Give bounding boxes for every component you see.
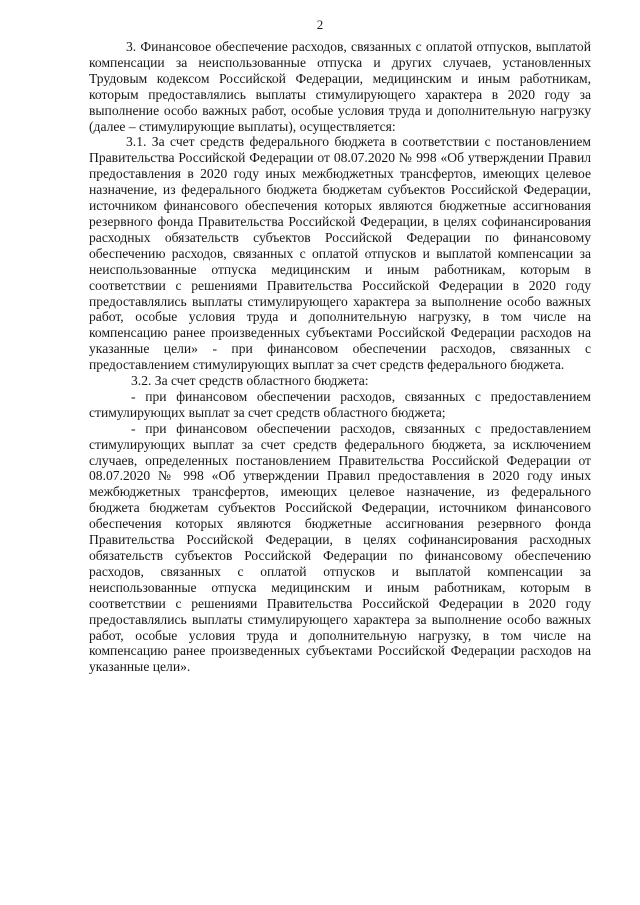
paragraph-3-2: 3.2. За счет средств областного бюджета: [131,373,369,389]
document-body [89,39,591,675]
page-number: 2 [316,17,324,32]
list-item-federal-budget-exceptions: - при финансовом обеспечении расходов, связанных с предоставлением стимулирующих выплат за счет средств федерального бюджета, за исключением случаев, определенных постановлением Правительства Российской Федерации от 08.07.2020 № 998 «Об утверждении Правил предоставления в 2020 году иных межбюджетных трансфертов, имеющих целевое назначение, из федерального бюджета бюджетам субъектов Российской Федерации, источником финансового обеспечения которых являются бюджетные ассигнования резервного фонда Правительства Российской Федерации, в целях софинансирования расходных обязательств субъектов Российской Федерации по финансовому обеспечению расходов, связанных с оплатой отпусков и выплатой компенсации за неиспользованные отпуска медицинским и иным работникам, которым в соответствии с решениями Правительства Российской Федерации в 2020 году предоставлялись выплаты стимулирующего характера за выполнение особо важных работ, особые условия труда и дополнительную нагрузку, в том числе на компенсацию ранее произведенных субъектами Российской Федерации расходов на указанные цели». [89,420,591,675]
paragraph-3: 3. Финансовое обеспечение расходов, связанных с оплатой отпусков, выплатой компенсации за неиспользованные отпуска и других случаев, установленных Трудовым кодексом Российской Федерации, медицинским и иным работникам, которым предоставлялись выплаты стимулирующего характера в 2020 году за выполнение особо важных работ, особые условия труда и дополнительную нагрузку (далее – стимулирующие выплаты), осуществляется: [89,39,591,134]
list-item-regional-budget: - при финансовом обеспечении расходов, связанных с предоставлением стимулирующих выплат за счет средств областного бюджета; [89,388,591,420]
paragraph-3-1: 3.1. За счет средств федерального бюджета в соответствии с постановлением Правительства Российской Федерации от 08.07.2020 № 998 «Об утверждении Правил предоставления в 2020 году иных межбюджетных трансфертов, имеющих целевое назначение, из федерального бюджета бюджетам субъектов Российской Федерации, источником финансового обеспечения которых являются бюджетные ассигнования резервного фонда Правительства Российской Федерации, в целях софинансирования расходных обязательств субъектов Российской Федерации по финансовому обеспечению расходов, связанных с оплатой отпусков и выплатой компенсации за неиспользованные отпуска медицинским и иным работникам, которым в соответствии с решениями Правительства Российской Федерации в 2020 году предоставлялись выплаты стимулирующего характера за выполнение особо важных работ, особые условия труда и дополнительную нагрузку, в том числе на компенсацию ранее произведенных субъектами Российской Федерации расходов на указанные цели» - при финансовом обеспечении расходов, связанных с предоставлением стимулирующих выплат за счет средств федерального бюджета. [89,134,591,373]
